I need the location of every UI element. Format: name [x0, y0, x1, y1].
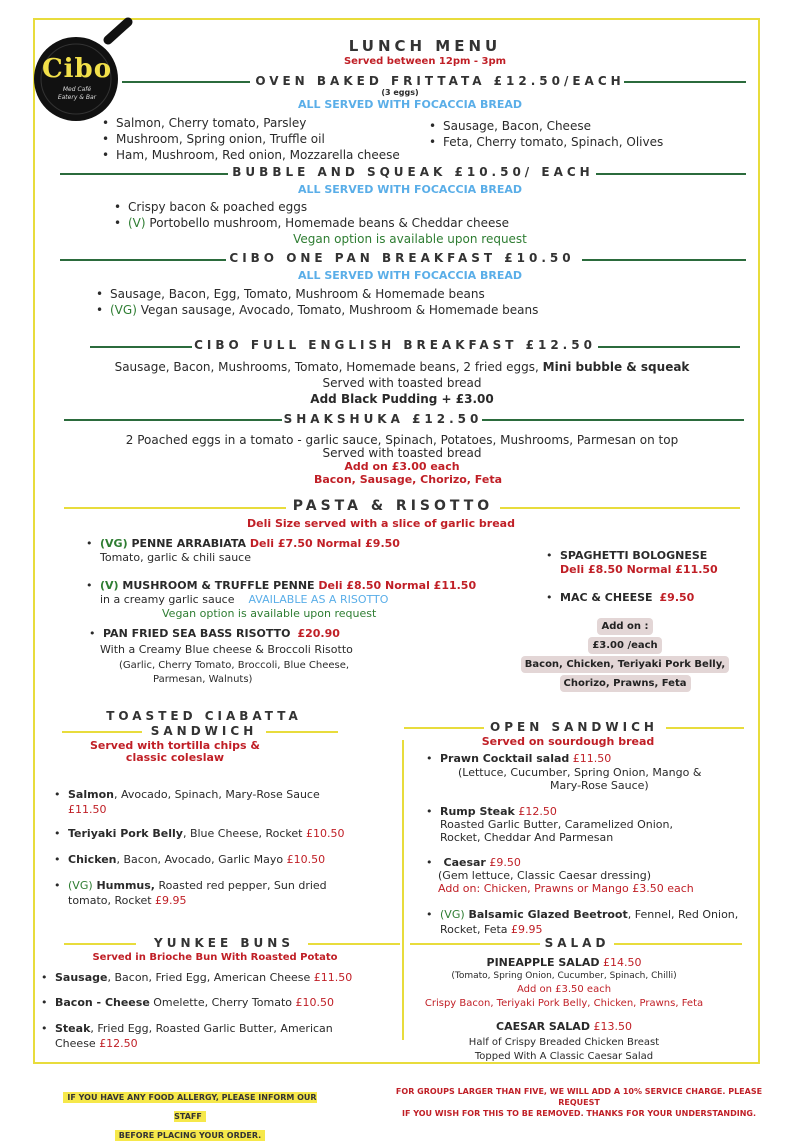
service-charge-notice: FOR GROUPS LARGER THAN FIVE, WE WILL ADD A 10% SERVICE CHARGE. PLEASE REQUEST IF YOU WISH FOR THIS TO BE REMOVED. THANKS FOR YOUR UNDERSTANDING. [395, 1087, 763, 1118]
pineapple-salad-addon: Add on £3.50 each [516, 984, 612, 995]
shakshuka-line2: Served with toasted bread [322, 446, 482, 460]
list-item: • Crispy bacon & poached eggs [128, 199, 307, 215]
list-item: • Chicken, Bacon, Avocado, Garlic Mayo £10.50 [68, 852, 368, 867]
list-item: • Caesar £9.50 [440, 855, 521, 870]
frittata-eggs: (3 eggs) [381, 88, 419, 97]
list-item: • Sausage, Bacon, Egg, Tomato, Mushroom & Homemade beans [110, 286, 485, 302]
bubble-heading: BUBBLE AND SQUEAK £10.50/ EACH [232, 165, 594, 179]
logo-name: Cibo [41, 54, 113, 84]
frittata-note: ALL SERVED WITH FOCACCIA BREAD [297, 98, 523, 111]
item-desc: Rocket, Cheddar And Parmesan [440, 831, 614, 844]
pasta-note: Deli Size served with a slice of garlic bread [247, 517, 515, 530]
divider [62, 731, 142, 733]
shakshuka-addon-items: Bacon, Sausage, Chorizo, Feta [313, 473, 503, 486]
list-item: • Salmon, Avocado, Spinach, Mary-Rose Sauce £11.50 [68, 787, 358, 817]
list-item: • Ham, Mushroom, Red onion, Mozzarella cheese [116, 147, 400, 163]
pineapple-salad-addon-items: Crispy Bacon, Teriyaki Pork Belly, Chicken, Prawns, Feta [424, 998, 704, 1009]
item-desc: (Gem lettuce, Classic Caesar dressing) [438, 869, 652, 882]
item-desc: Roasted Garlic Butter, Caramelized Onion, [440, 818, 673, 831]
ciabatta-heading: TOASTED CIABATTA SANDWICH [106, 709, 302, 738]
list-item: • (VG) Hummus, Roasted red pepper, Sun dried tomato, Rocket £9.95 [68, 878, 368, 908]
caesar-salad-desc1: Half of Crispy Breaded Chicken Breast [468, 1037, 660, 1048]
english-heading: CIBO FULL ENGLISH BREAKFAST £12.50 [194, 338, 596, 352]
pasta-addon: Add on : £3.00 /each Bacon, Chicken, Teriyaki Pork Belly, Chorizo, Prawns, Feta [510, 616, 740, 692]
english-line3: Add Black Pudding + £3.00 [310, 392, 494, 406]
yunkee-heading: YUNKEE BUNS [154, 936, 294, 950]
list-item: • Rump Steak £12.50 [440, 804, 557, 819]
caesar-salad-desc2: Topped With A Classic Caesar Salad [474, 1051, 654, 1062]
list-item: • Mushroom, Spring onion, Truffle oil [116, 131, 325, 147]
list-item: • (VG) Balsamic Glazed Beetroot, Fennel, Red Onion, Rocket, Feta £9.95 [440, 907, 740, 937]
list-item: • (VG) Vegan sausage, Avocado, Tomato, Mushroom & Homemade beans [110, 302, 538, 318]
divider [266, 731, 338, 733]
onepan-heading: CIBO ONE PAN BREAKFAST £10.50 [229, 251, 575, 265]
served-hours: Served between 12pm - 3pm [343, 56, 507, 67]
item-desc: (Lettuce, Cucumber, Spring Onion, Mango & [458, 766, 702, 779]
list-item: • Bacon - Cheese Omelette, Cherry Tomato £10.50 [55, 995, 334, 1010]
pineapple-salad-desc: (Tomato, Spring Onion, Cucumber, Spinach, Chilli) [451, 971, 677, 981]
bubble-vegan: Vegan option is available upon request [293, 232, 527, 246]
open-sandwich-note: Served on sourdough bread [481, 735, 655, 748]
page-title: LUNCH MENU [348, 37, 502, 55]
pasta-heading: PASTA & RISOTTO [292, 498, 494, 514]
shakshuka-line1: 2 Poached eggs in a tomato - garlic sauce, Spinach, Potatoes, Mushrooms, Parmesan on top [125, 433, 679, 447]
logo-tagline: Med Café Eatery & Bar [57, 86, 97, 101]
ciabatta-note: Served with tortilla chips & classic coleslaw [89, 739, 261, 764]
item-desc: Mary-Rose Sauce) [550, 779, 649, 792]
bubble-note: ALL SERVED WITH FOCACCIA BREAD [297, 183, 523, 196]
list-item: • Sausage, Bacon, Fried Egg, American Cheese £11.50 [55, 970, 352, 985]
list-item: • Prawn Cocktail salad £11.50 [440, 751, 611, 766]
item-addon: Add on: Chicken, Prawns or Mango £3.50 each [438, 882, 694, 895]
onepan-note: ALL SERVED WITH FOCACCIA BREAD [297, 269, 523, 282]
pineapple-salad: PINEAPPLE SALAD £14.50 [486, 956, 642, 969]
shakshuka-heading: SHAKSHUKA £12.50 [283, 412, 483, 426]
list-item: • Teriyaki Pork Belly, Blue Cheese, Rocket £10.50 [68, 826, 368, 841]
caesar-salad: CAESAR SALAD £13.50 [496, 1020, 632, 1033]
allergy-notice: IF YOU HAVE ANY FOOD ALLERGY, PLEASE INFORM OUR STAFF BEFORE PLACING YOUR ORDER. [62, 1085, 318, 1142]
list-item: • Feta, Cherry tomato, Spinach, Olives [443, 134, 663, 150]
frittata-heading: OVEN BAKED FRITTATA £12.50/EACH [255, 74, 625, 88]
list-item: • Sausage, Bacon, Cheese [443, 118, 591, 134]
shakshuka-addon: Add on £3.00 each [344, 460, 460, 473]
list-item: • Salmon, Cherry tomato, Parsley [116, 115, 306, 131]
english-line1: Sausage, Bacon, Mushrooms, Tomato, Homemade beans, 2 fried eggs, Mini bubble & squeak [114, 360, 690, 374]
open-sandwich-heading: OPEN SANDWICH [490, 720, 658, 734]
salad-heading: SALAD [544, 936, 610, 950]
yunkee-note: Served in Brioche Bun With Roasted Potato [92, 952, 338, 963]
list-item: • Steak, Fried Egg, Roasted Garlic Butter, American Cheese £12.50 [55, 1021, 375, 1051]
english-line2: Served with toasted bread [322, 376, 482, 390]
list-item: • (V) Portobello mushroom, Homemade beans & Cheddar cheese [128, 215, 509, 231]
